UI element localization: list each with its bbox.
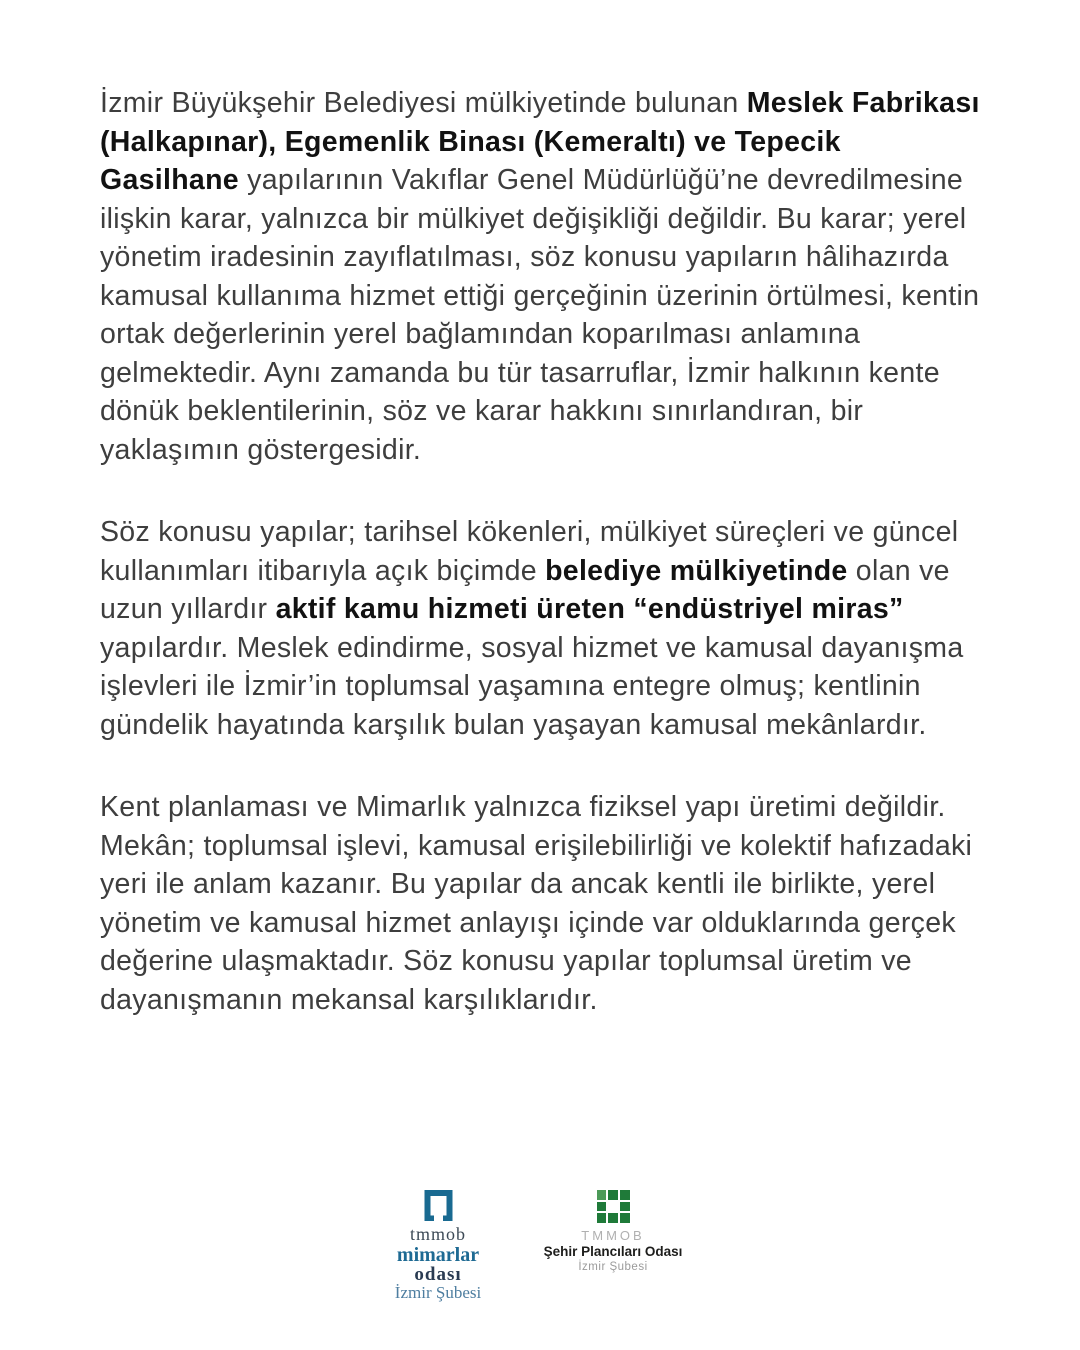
mimarlar-odasi-logo xyxy=(382,1190,494,1303)
grid-cell xyxy=(608,1190,618,1200)
grid-cell xyxy=(597,1213,607,1223)
text-run: yapılardır. Meslek edindirme, sosyal hizmet ve kamusal dayanışma işlevleri ile İzmir’in toplumsal yaşamına entegre olmuş; kentlinin gündelik hayatında karşılık bulan yaşayan kamusal mekânlardır. xyxy=(100,631,964,741)
sehir-plancilari-odasi-logo xyxy=(528,1190,698,1273)
bold-text-run: belediye mülkiyetinde xyxy=(545,554,848,587)
mimarlar-name-label: mimarlar xyxy=(396,1243,480,1266)
open-square-bracket-icon xyxy=(382,1190,494,1221)
grid-cell-center xyxy=(608,1202,618,1212)
bold-text-run: Meslek Fabrikası (Halkapınar), Egemenlik Binası (Kemeraltı) ve Tepecik Gasilhane xyxy=(100,87,980,196)
paragraph-2 xyxy=(100,513,982,744)
grid-cell xyxy=(620,1190,630,1200)
grid-cell xyxy=(608,1213,618,1223)
text-run: yapılarının Vakıflar Genel Müdürlüğü’ne devredilmesine ilişkin karar, yalnızca bir mülkiyet değişikliği değildir. Bu karar; yerel yönetim iradesinin zayıflatılması, söz konusu yapıların hâlihazırda kamusal kullanıma hizmet ettiği gerçeğinin üzerinin örtülmesi, kentin ortak değerlerinin yerel bağlamından koparılması anlamına gelmektedir. Aynı zamanda bu tür tasarruflar, İzmir halkının kente dönük beklentilerinin, söz ve karar hakkını sınırlandıran, bir yaklaşımın göstergesidir. xyxy=(100,164,980,466)
spo-name-label: Şehir Plancıları Odası xyxy=(543,1244,683,1260)
paragraph-3 xyxy=(100,788,982,1019)
green-grid-icon xyxy=(597,1190,630,1223)
grid-cell xyxy=(597,1202,607,1212)
paragraph-1 xyxy=(100,84,982,469)
text-run: Kent planlaması ve Mimarlık yalnızca fiziksel yapı üretimi değildir. Mekân; toplumsal işlevi, kamusal erişilebilirliği ve kolektif hafızadaki yeri ile anlam kazanır. Bu yapılar da ancak kentli ile birlikte, yerel yönetim ve kamusal hizmet anlayışı içinde var olduklarında gerçek değerine ulaşmaktadır. Söz konusu yapılar toplumsal üretim ve dayanışmanın mekansal karşılıklarıdır. xyxy=(100,791,973,1016)
grid-cell xyxy=(597,1190,607,1200)
bold-text-run: aktif kamu hizmeti üreten “endüstriyel miras” xyxy=(275,593,904,625)
grid-cell xyxy=(620,1202,630,1212)
mimarlar-odasi-label: odası xyxy=(414,1263,462,1285)
text-run: İzmir Büyükşehir Belediyesi mülkiyetinde bulunan xyxy=(100,87,747,119)
spo-branch-label: İzmir Şubesi xyxy=(578,1260,648,1273)
text-run: olan ve uzun yıllardır xyxy=(100,554,950,625)
mimarlar-org-label: tmmob xyxy=(409,1224,466,1244)
text-run: Söz konusu yapılar; tarihsel kökenleri, mülkiyet süreçleri ve güncel kullanımları itibarıyla açık biçimde xyxy=(100,516,959,587)
statement-text xyxy=(100,84,982,1063)
spo-org-label: TMMOB xyxy=(581,1228,645,1243)
mimarlar-branch-label: İzmir Şubesi xyxy=(394,1282,482,1302)
footer-logos xyxy=(0,1190,1080,1303)
grid-cell xyxy=(620,1213,630,1223)
